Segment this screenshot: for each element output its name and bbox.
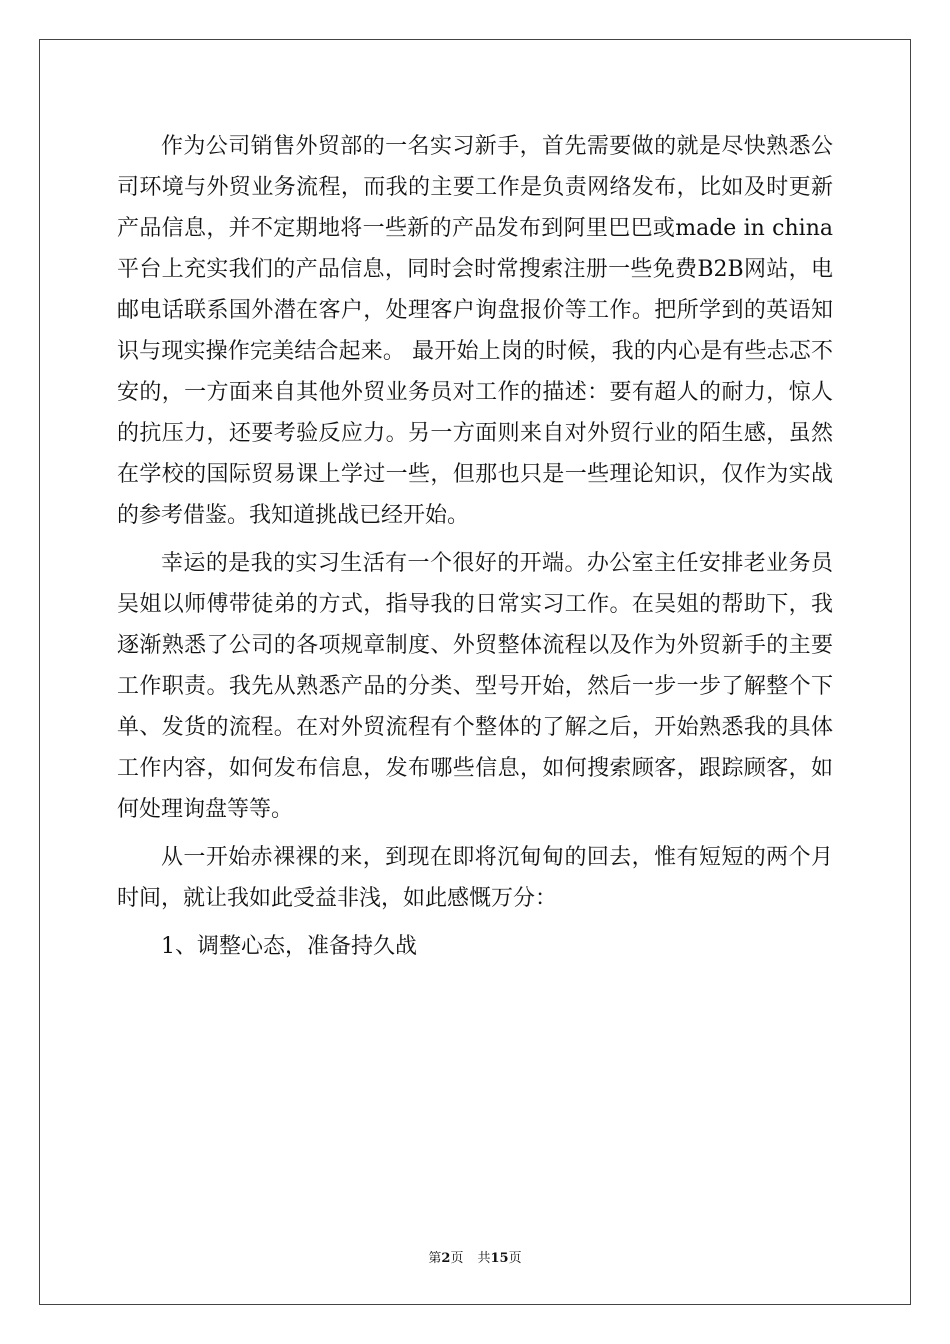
- section-heading: 1、调整心态，准备持久战: [161, 934, 417, 959]
- total-suffix: 页: [508, 1251, 522, 1266]
- page-suffix: 页: [450, 1251, 464, 1266]
- total-prefix: 共: [477, 1251, 491, 1266]
- page-footer: [0, 1247, 950, 1266]
- paragraph-3: 从一开始赤裸裸的来，到现在即将沉甸甸的回去，惟有短短的两个月时间，就让我如此受益非浅，如此感慨万分：: [117, 845, 833, 911]
- page-prefix: 第: [428, 1251, 442, 1266]
- document-body: [117, 126, 833, 974]
- paragraph-2: 幸运的是我的实习生活有一个很好的开端。办公室主任安排老业务员吴姐以师傅带徒弟的方式，指导我的日常实习工作。在吴姐的帮助下，我逐渐熟悉了公司的各项规章制度、外贸整体流程以及作为外贸新手的主要工作职责。我先从熟悉产品的分类、型号开始，然后一步一步了解整个下单、发货的流程。在对外贸流程有个整体的了解之后，开始熟悉我的具体工作内容，如何发布信息，发布哪些信息，如何搜索顾客，跟踪顾客，如何处理询盘等等。: [117, 551, 833, 822]
- page-number: 2: [441, 1251, 451, 1266]
- paragraph-1: 作为公司销售外贸部的一名实习新手，首先需要做的就是尽快熟悉公司环境与外贸业务流程，而我的主要工作是负责网络发布，比如及时更新产品信息，并不定期地将一些新的产品发布到阿里巴巴或made in china平台上充实我们的产品信息，同时会时常搜索注册一些免费B2B网站，电邮电话联系国外潜在客户，处理客户询盘报价等工作。把所学到的英语知识与现实操作完美结合起来。 最开始上岗的时候，我的内心是有些忐忑不安的，一方面来自其他外贸业务员对工作的描述：要有超人的耐力，惊人的抗压力，还要考验反应力。另一方面则来自对外贸行业的陌生感，虽然在学校的国际贸易课上学过一些，但那也只是一些理论知识，仅作为实战的参考借鉴。我知道挑战已经开始。: [117, 134, 833, 528]
- total-pages: 15: [490, 1251, 509, 1266]
